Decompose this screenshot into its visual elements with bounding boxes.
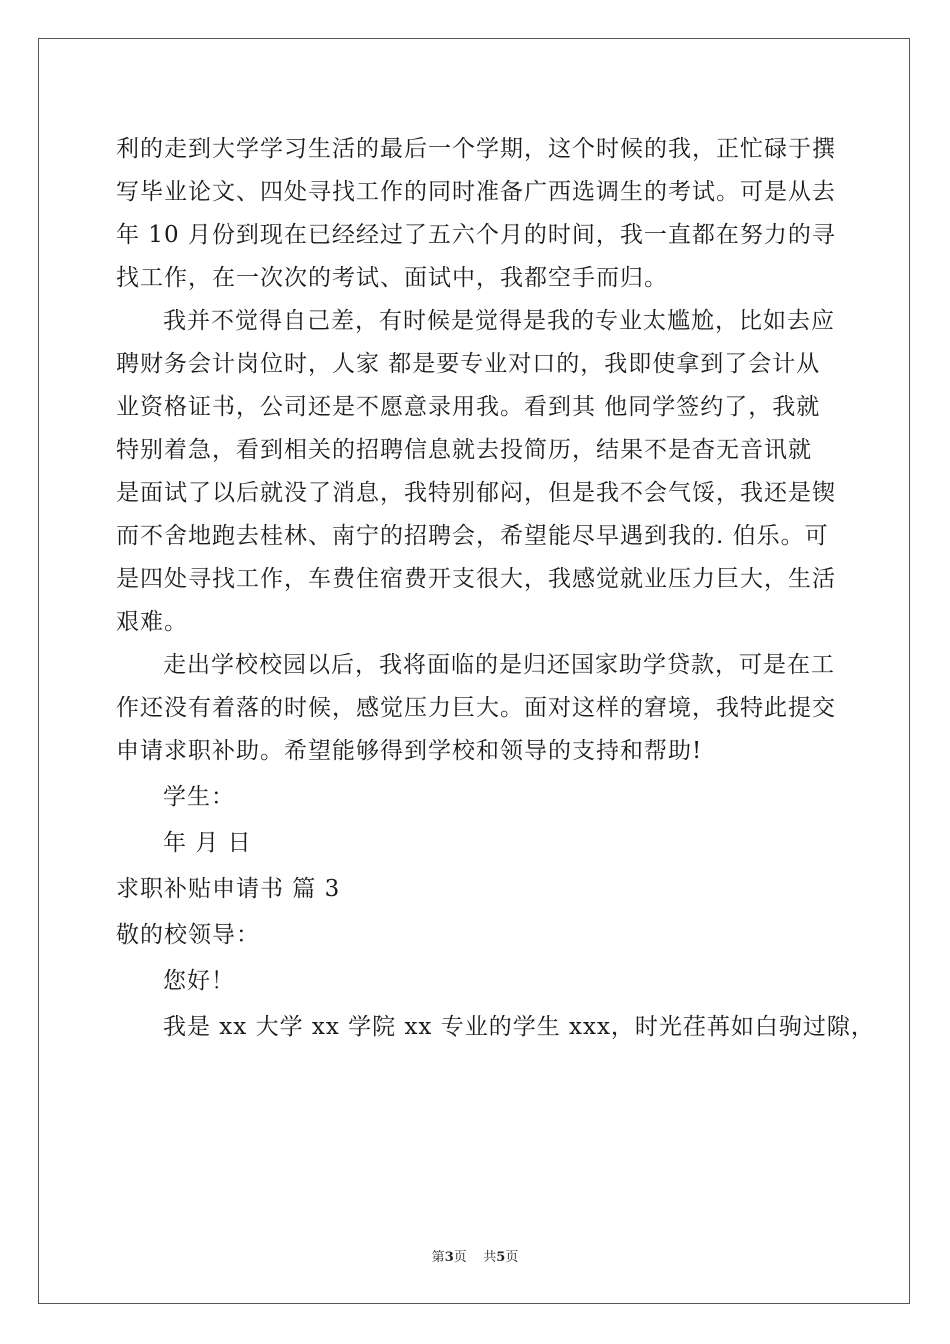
footer-total-pages: 5 (496, 1250, 506, 1265)
text-line: 作还没有着落的时候，感觉压力巨大。面对这样的窘境，我特此提交 (116, 695, 836, 721)
footer-suffix: 页 (505, 1250, 519, 1265)
footer-prefix: 第 (431, 1250, 445, 1265)
text-line: 业资格证书，公司还是不愿意录用我。看到其 他同学签约了，我就 (116, 394, 821, 420)
text-line: 而不舍地跑去桂林、南宁的招聘会，希望能尽早遇到我的. 伯乐。可 (116, 523, 829, 549)
signature-student-label: 学生： (163, 784, 235, 810)
paragraph-start-line: 我是 xx 大学 xx 学院 xx 专业的学生 xxx，时光荏苒如白驹过隙， (163, 1014, 875, 1040)
footer-middle: 页 共 (453, 1250, 497, 1265)
document-body (116, 128, 875, 1049)
text-line: 艰难。 (116, 609, 188, 635)
text-line: 特别着急，看到相关的招聘信息就去投简历，结果不是杳无音讯就 (116, 437, 812, 463)
greeting: 您好！ (163, 968, 235, 994)
section-heading: 求职补贴申请书 篇 3 (116, 876, 341, 902)
signature-date-label: 年 月 日 (163, 830, 252, 856)
paragraph-start-line: 走出学校校园以后，我将面临的是归还国家助学贷款，可是在工 (163, 652, 835, 678)
text-line: 写毕业论文、四处寻找工作的同时准备广西选调生的考试。可是从去 (116, 179, 836, 205)
page-footer (0, 1246, 950, 1265)
salutation: 敬的校领导： (116, 922, 260, 948)
text-line: 找工作，在一次次的考试、面试中，我都空手而归。 (116, 265, 668, 291)
text-line: 聘财务会计岗位时，人家 都是要专业对口的，我即使拿到了会计从 (116, 351, 821, 377)
paragraph-start-line: 我并不觉得自己差，有时候是觉得是我的专业太尴尬，比如去应 (163, 308, 835, 334)
text-line: 申请求职补助。希望能够得到学校和领导的支持和帮助! (116, 738, 703, 764)
footer-current-page: 3 (444, 1250, 454, 1265)
text-line: 利的走到大学学习生活的最后一个学期，这个时候的我，正忙碌于撰 (116, 136, 836, 162)
text-line: 年 10 月份到现在已经经过了五六个月的时间，我一直都在努力的寻 (116, 222, 836, 248)
text-line: 是面试了以后就没了消息，我特别郁闷，但是我不会气馁，我还是锲 (116, 480, 836, 506)
text-line: 是四处寻找工作，车费住宿费开支很大，我感觉就业压力巨大，生活 (116, 566, 836, 592)
